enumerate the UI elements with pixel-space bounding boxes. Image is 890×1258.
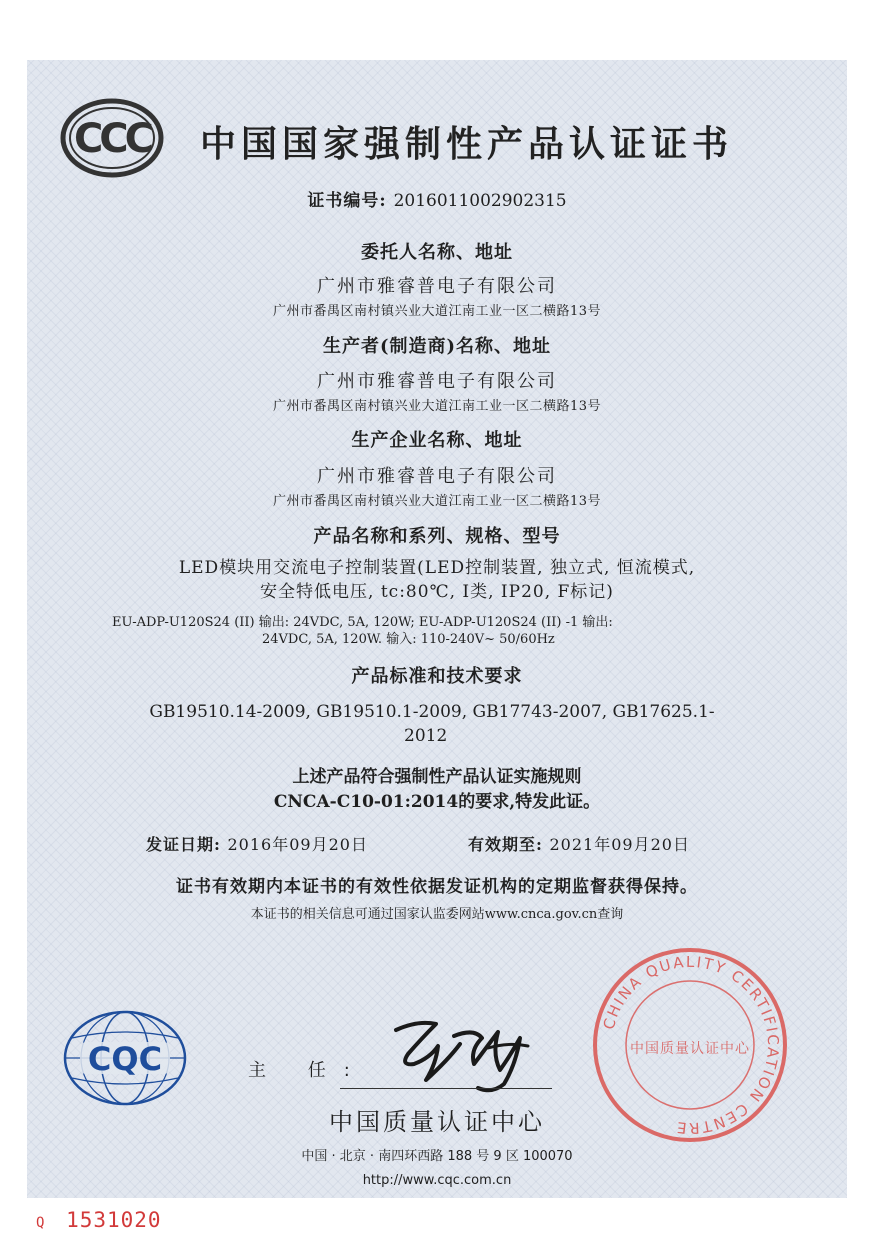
issue-date: 2016年09月20日 bbox=[227, 835, 368, 854]
stamp-inner-text: 中国质量认证中心 bbox=[630, 1041, 750, 1057]
ccc-mark-icon bbox=[60, 98, 164, 178]
signature-line bbox=[340, 1088, 552, 1089]
cqc-logo-text: CQC bbox=[87, 1040, 163, 1078]
info-note: 本证书的相关信息可通过国家认监委网站www.cnca.gov.cn查询 bbox=[250, 907, 624, 922]
serial-prefix: Q bbox=[36, 1215, 45, 1231]
serial-number bbox=[36, 1208, 162, 1232]
issuer-name: 中国质量认证中心 bbox=[329, 1108, 545, 1136]
model-line-2: 24VDC, 5A, 120W. 输入: 110-240V~ 50/60Hz bbox=[262, 632, 555, 647]
manufacturer-name: 广州市雅睿普电子有限公司 bbox=[317, 371, 557, 392]
product-line-1: LED模块用交流电子控制装置(LED控制装置, 独立式, 恒流模式, bbox=[178, 558, 696, 578]
product-line-2: 安全特低电压, tc:80℃, I类, IP20, F标记) bbox=[260, 582, 614, 602]
applicant-heading: 委托人名称、地址 bbox=[361, 242, 513, 263]
standards-heading: 产品标准和技术要求 bbox=[351, 666, 523, 687]
conformity-line-1: 上述产品符合强制性产品认证实施规则 bbox=[292, 767, 582, 787]
stamp-outer-text: CHINA QUALITY CERTIFICATION CENTRE bbox=[599, 952, 783, 1138]
conformity-line-2: CNCA-C10-01:2014的要求,特发此证。 bbox=[273, 792, 601, 812]
expiry-date: 2021年09月20日 bbox=[549, 835, 690, 854]
issue-date-label: 发证日期: bbox=[146, 835, 221, 854]
issuer-address: 中国 · 北京 · 南四环西路 188 号 9 区 100070 bbox=[301, 1149, 573, 1164]
manufacturer-heading: 生产者(制造商)名称、地址 bbox=[322, 336, 552, 357]
manufacturer-address: 广州市番禺区南村镇兴业大道江南工业一区二横路13号 bbox=[272, 399, 602, 414]
director-label: 主 任: bbox=[248, 1060, 368, 1081]
certificate-number-label: 证书编号: bbox=[307, 191, 387, 211]
issue-date-row bbox=[146, 832, 368, 855]
certificate-title: 中国国家强制性产品认证证书 bbox=[200, 124, 734, 165]
cqc-globe-icon bbox=[60, 1008, 190, 1108]
validity-note: 证书有效期内本证书的有效性依据发证机构的定期监督获得保持。 bbox=[176, 877, 698, 897]
ccc-logo-text: CCC bbox=[73, 116, 151, 162]
certificate-number: 2016011002902315 bbox=[393, 191, 567, 211]
issuer-url[interactable]: http://www.cqc.com.cn bbox=[362, 1173, 512, 1188]
applicant-name: 广州市雅睿普电子有限公司 bbox=[317, 276, 557, 297]
factory-address: 广州市番禺区南村镇兴业大道江南工业一区二横路13号 bbox=[272, 494, 602, 509]
expiry-date-label: 有效期至: bbox=[468, 835, 543, 854]
serial-value: 1531020 bbox=[66, 1208, 162, 1232]
expiry-date-row bbox=[468, 832, 690, 855]
model-line-1: EU-ADP-U120S24 (II) 输出: 24VDC, 5A, 120W; EU-ADP-U120S24 (II) -1 输出: bbox=[112, 615, 613, 630]
signature-icon bbox=[378, 1008, 548, 1098]
standards-line-2: 2012 bbox=[404, 726, 448, 746]
certificate-number-row bbox=[27, 186, 847, 211]
applicant-address: 广州市番禺区南村镇兴业大道江南工业一区二横路13号 bbox=[272, 304, 602, 319]
official-stamp-icon bbox=[590, 945, 790, 1145]
factory-heading: 生产企业名称、地址 bbox=[351, 430, 523, 451]
factory-name: 广州市雅睿普电子有限公司 bbox=[317, 466, 557, 487]
standards-line-1: GB19510.14-2009, GB19510.1-2009, GB17743-2007, GB17625.1- bbox=[149, 702, 715, 722]
product-heading: 产品名称和系列、规格、型号 bbox=[313, 526, 561, 547]
